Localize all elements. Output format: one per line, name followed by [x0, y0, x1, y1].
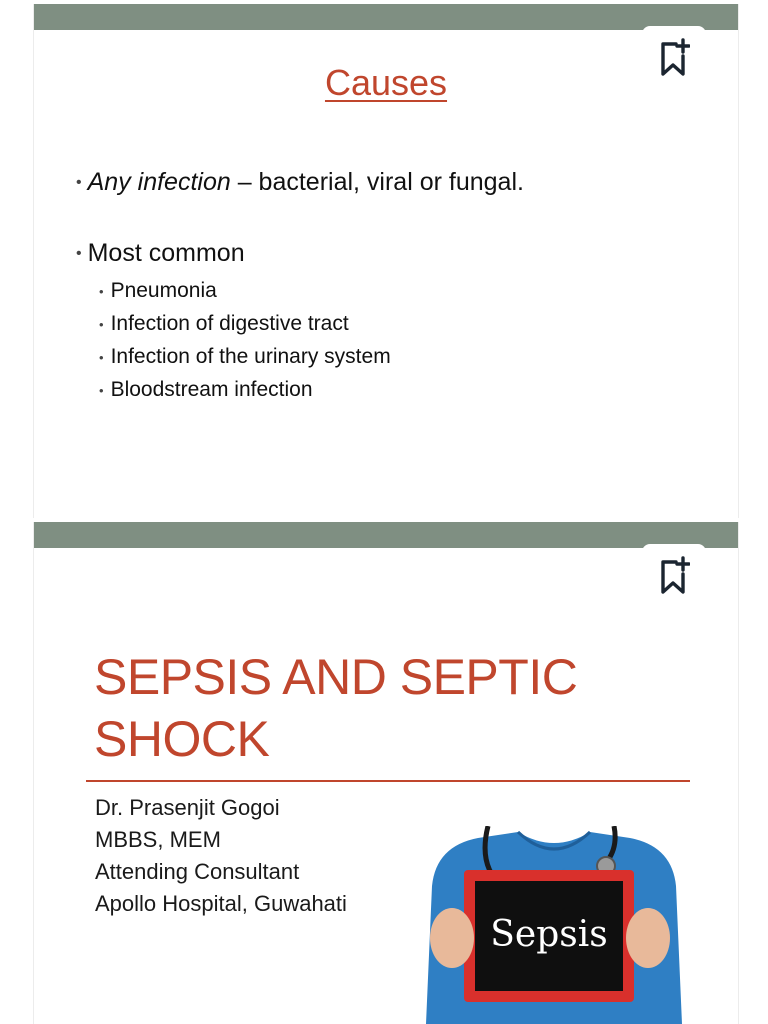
- slide-title: Causes: [324, 62, 448, 103]
- slide-title-sepsis: [33, 522, 739, 1024]
- sub-bullet-item: • Infection of the urinary system: [99, 345, 391, 368]
- slide-top-bar: [34, 522, 738, 548]
- slide-top-bar: [34, 4, 738, 30]
- author-name: Dr. Prasenjit Gogoi: [95, 795, 280, 820]
- sub-bullet-item: • Pneumonia: [99, 279, 217, 302]
- title-divider: [86, 780, 690, 782]
- author-degree: MBBS, MEM: [95, 827, 221, 852]
- bullet-emphasis: Any infection: [87, 168, 231, 196]
- bullet-text: – bacterial, viral or fungal.: [230, 168, 524, 196]
- sub-bullet-text: Infection of digestive tract: [110, 312, 349, 335]
- sign-text: Sepsis: [490, 914, 608, 955]
- sub-bullet-text: Pneumonia: [110, 279, 217, 302]
- slide-causes: [33, 4, 739, 518]
- sub-bullet-item: • Bloodstream infection: [99, 378, 313, 401]
- title-line: SEPSIS AND SEPTIC: [94, 649, 578, 705]
- bullet-item: • Any infection – bacterial, viral or fungal.: [76, 168, 524, 196]
- title-line: SHOCK: [94, 711, 270, 767]
- sub-bullet-item: • Infection of digestive tract: [99, 312, 349, 335]
- bullet-text: Most common: [87, 239, 245, 267]
- presentation-title: [94, 646, 694, 770]
- bookmark-add-icon: [658, 556, 690, 596]
- bullet-item: • Most common: [76, 239, 245, 267]
- sub-bullet-text: Bloodstream infection: [110, 378, 313, 401]
- author-affiliation: Apollo Hospital, Guwahati: [95, 891, 347, 916]
- author-role: Attending Consultant: [95, 859, 300, 884]
- sub-bullet-text: Infection of the urinary system: [110, 345, 391, 368]
- nurse-holding-sign-photo: [418, 826, 690, 1024]
- bookmark-button[interactable]: [642, 544, 706, 608]
- author-block: [95, 792, 347, 920]
